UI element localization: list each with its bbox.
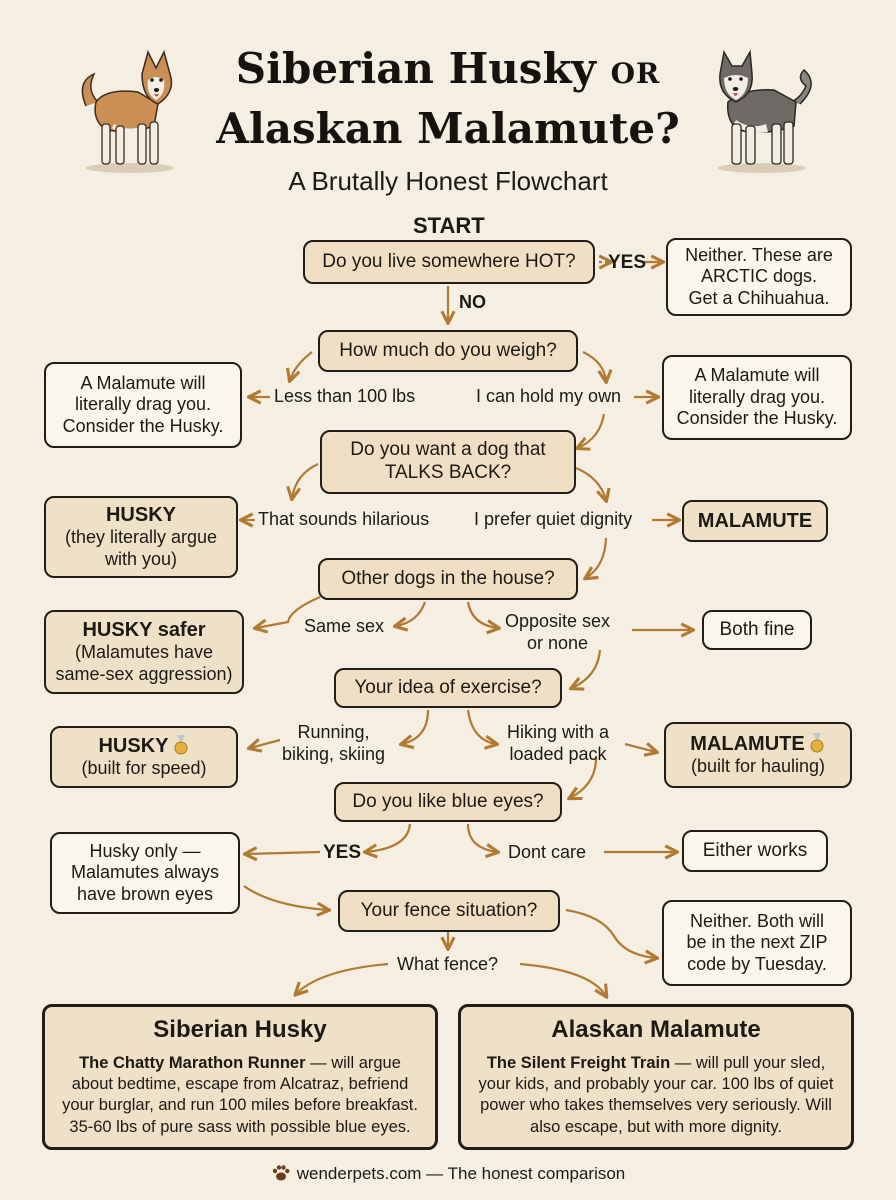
question-fence	[338, 890, 560, 932]
final-card-description	[59, 1053, 421, 1139]
medal-icon	[172, 735, 190, 755]
result-both-escape	[662, 900, 852, 986]
result-line: (they literally argue	[64, 527, 218, 548]
result-either-works	[682, 830, 828, 872]
answer-same-sex: Same sex	[304, 616, 385, 636]
answer-yes-hot: YES	[608, 252, 647, 273]
title-or: OR	[610, 57, 661, 90]
result-malamute-quiet	[682, 500, 828, 542]
result-line: A Malamute will	[694, 365, 820, 386]
question-text: Other dogs in the house?	[341, 567, 555, 589]
answer-running	[282, 722, 385, 765]
answer-line: loaded pack	[509, 743, 607, 764]
answer-line: Opposite sex	[505, 611, 611, 631]
result-light-owner	[44, 362, 242, 448]
result-line: (built for hauling)	[690, 756, 826, 777]
result-malamute-hauling	[664, 722, 852, 788]
medal-icon	[808, 733, 826, 753]
result-husky-argues	[44, 496, 238, 578]
result-line: Get a Chihuahua.	[688, 287, 830, 308]
final-card-description	[477, 1053, 835, 1139]
result-line: code by Tuesday.	[687, 953, 827, 974]
footer-text: wenderpets.com — The honest comparison	[296, 1164, 626, 1183]
result-line: same-sex aggression)	[55, 664, 233, 684]
question-text: Your fence situation?	[360, 899, 538, 921]
result-title: HUSKY safer	[82, 619, 206, 642]
answer-yes-blue: YES	[323, 842, 362, 863]
result-line: have brown eyes	[76, 883, 214, 904]
result-title-row	[98, 734, 189, 758]
answer-dont-care: Dont care	[508, 842, 587, 862]
question-hot-climate	[303, 240, 595, 284]
final-card-tagline: The Chatty Marathon Runner	[79, 1053, 306, 1072]
final-card-body: — will pull your sled, your kids, and probably your car. 100 lbs of quiet power who takes themselves very seriously. Will also escape, but with more dignity.	[478, 1053, 834, 1136]
result-line: Neither. These are	[685, 244, 833, 265]
answer-hiking	[507, 722, 609, 765]
footer	[0, 1163, 896, 1184]
result-line: ARCTIC dogs.	[700, 266, 818, 287]
answer-line: Running,	[297, 722, 370, 742]
question-text: TALKS BACK?	[384, 462, 512, 483]
result-line: be in the next ZIP	[686, 932, 828, 953]
answer-hold-own: I can hold my own	[476, 386, 622, 406]
result-line: Malamutes always	[70, 862, 220, 883]
husky-illustration	[72, 44, 182, 174]
result-line: (Malamutes have	[74, 642, 214, 663]
final-card-husky	[42, 1004, 438, 1150]
question-text: Do you want a dog that	[350, 439, 546, 461]
answer-hilarious: That sounds hilarious	[258, 509, 430, 529]
answer-what-fence: What fence?	[397, 954, 499, 974]
question-weight	[318, 330, 578, 372]
final-card-title: Siberian Husky	[153, 1015, 327, 1043]
final-card-title: Alaskan Malamute	[551, 1015, 761, 1043]
question-text: Do you like blue eyes?	[352, 790, 544, 812]
result-husky-blue-eyes	[50, 832, 240, 914]
result-line: A Malamute will	[80, 372, 206, 393]
result-title: HUSKY	[105, 504, 176, 527]
subtitle: A Brutally Honest Flowchart	[288, 166, 608, 196]
question-exercise	[334, 668, 562, 708]
result-husky-safer	[44, 610, 244, 694]
result-strong-owner	[662, 355, 852, 440]
title-husky: Siberian Husky	[235, 44, 596, 93]
final-card-malamute	[458, 1004, 854, 1150]
result-title: Both fine	[719, 618, 795, 640]
result-line: literally drag you.	[688, 386, 826, 407]
answer-line: Hiking with a	[507, 722, 610, 742]
result-get-chihuahua	[666, 238, 852, 316]
result-line: with you)	[104, 549, 178, 569]
result-title: Either works	[702, 839, 808, 861]
result-title: MALAMUTE	[697, 510, 813, 532]
answer-line: or none	[527, 632, 589, 653]
result-husky-speed	[50, 726, 238, 788]
question-talks-back	[320, 430, 576, 494]
question-other-dogs	[318, 558, 578, 600]
answer-no-hot: NO	[459, 292, 486, 312]
question-text: Your idea of exercise?	[354, 676, 542, 698]
result-both-fine	[702, 610, 812, 650]
start-label: START	[413, 213, 485, 238]
result-line: Husky only —	[89, 840, 201, 861]
result-title: HUSKY	[98, 735, 169, 758]
result-title-row	[690, 732, 825, 756]
question-blue-eyes	[334, 782, 562, 822]
result-line: Neither. Both will	[689, 910, 825, 931]
answer-under-100: Less than 100 lbs	[274, 386, 416, 406]
final-card-tagline: The Silent Freight Train	[486, 1053, 671, 1072]
result-line: Consider the Husky.	[62, 415, 224, 436]
question-text: How much do you weigh?	[339, 339, 557, 361]
result-line: (built for speed)	[81, 758, 207, 779]
answer-line: biking, skiing	[282, 743, 386, 764]
answer-quiet-dignity: I prefer quiet dignity	[474, 509, 633, 529]
result-line: literally drag you.	[74, 394, 212, 415]
answer-opposite-sex	[505, 611, 610, 654]
result-title: MALAMUTE	[690, 733, 805, 756]
malamute-illustration	[708, 44, 818, 174]
paw-icon	[271, 1163, 291, 1183]
result-line: Consider the Husky.	[676, 408, 838, 429]
final-card-body: — will argue about bedtime, escape from Alcatraz, befriend your burglar, and run 100 miles before breakfast. 35-60 lbs of pure sass with possible blue eyes.	[62, 1053, 418, 1136]
title-line-2: Alaskan Malamute?	[216, 104, 680, 153]
question-text: Do you live somewhere HOT?	[322, 250, 576, 272]
